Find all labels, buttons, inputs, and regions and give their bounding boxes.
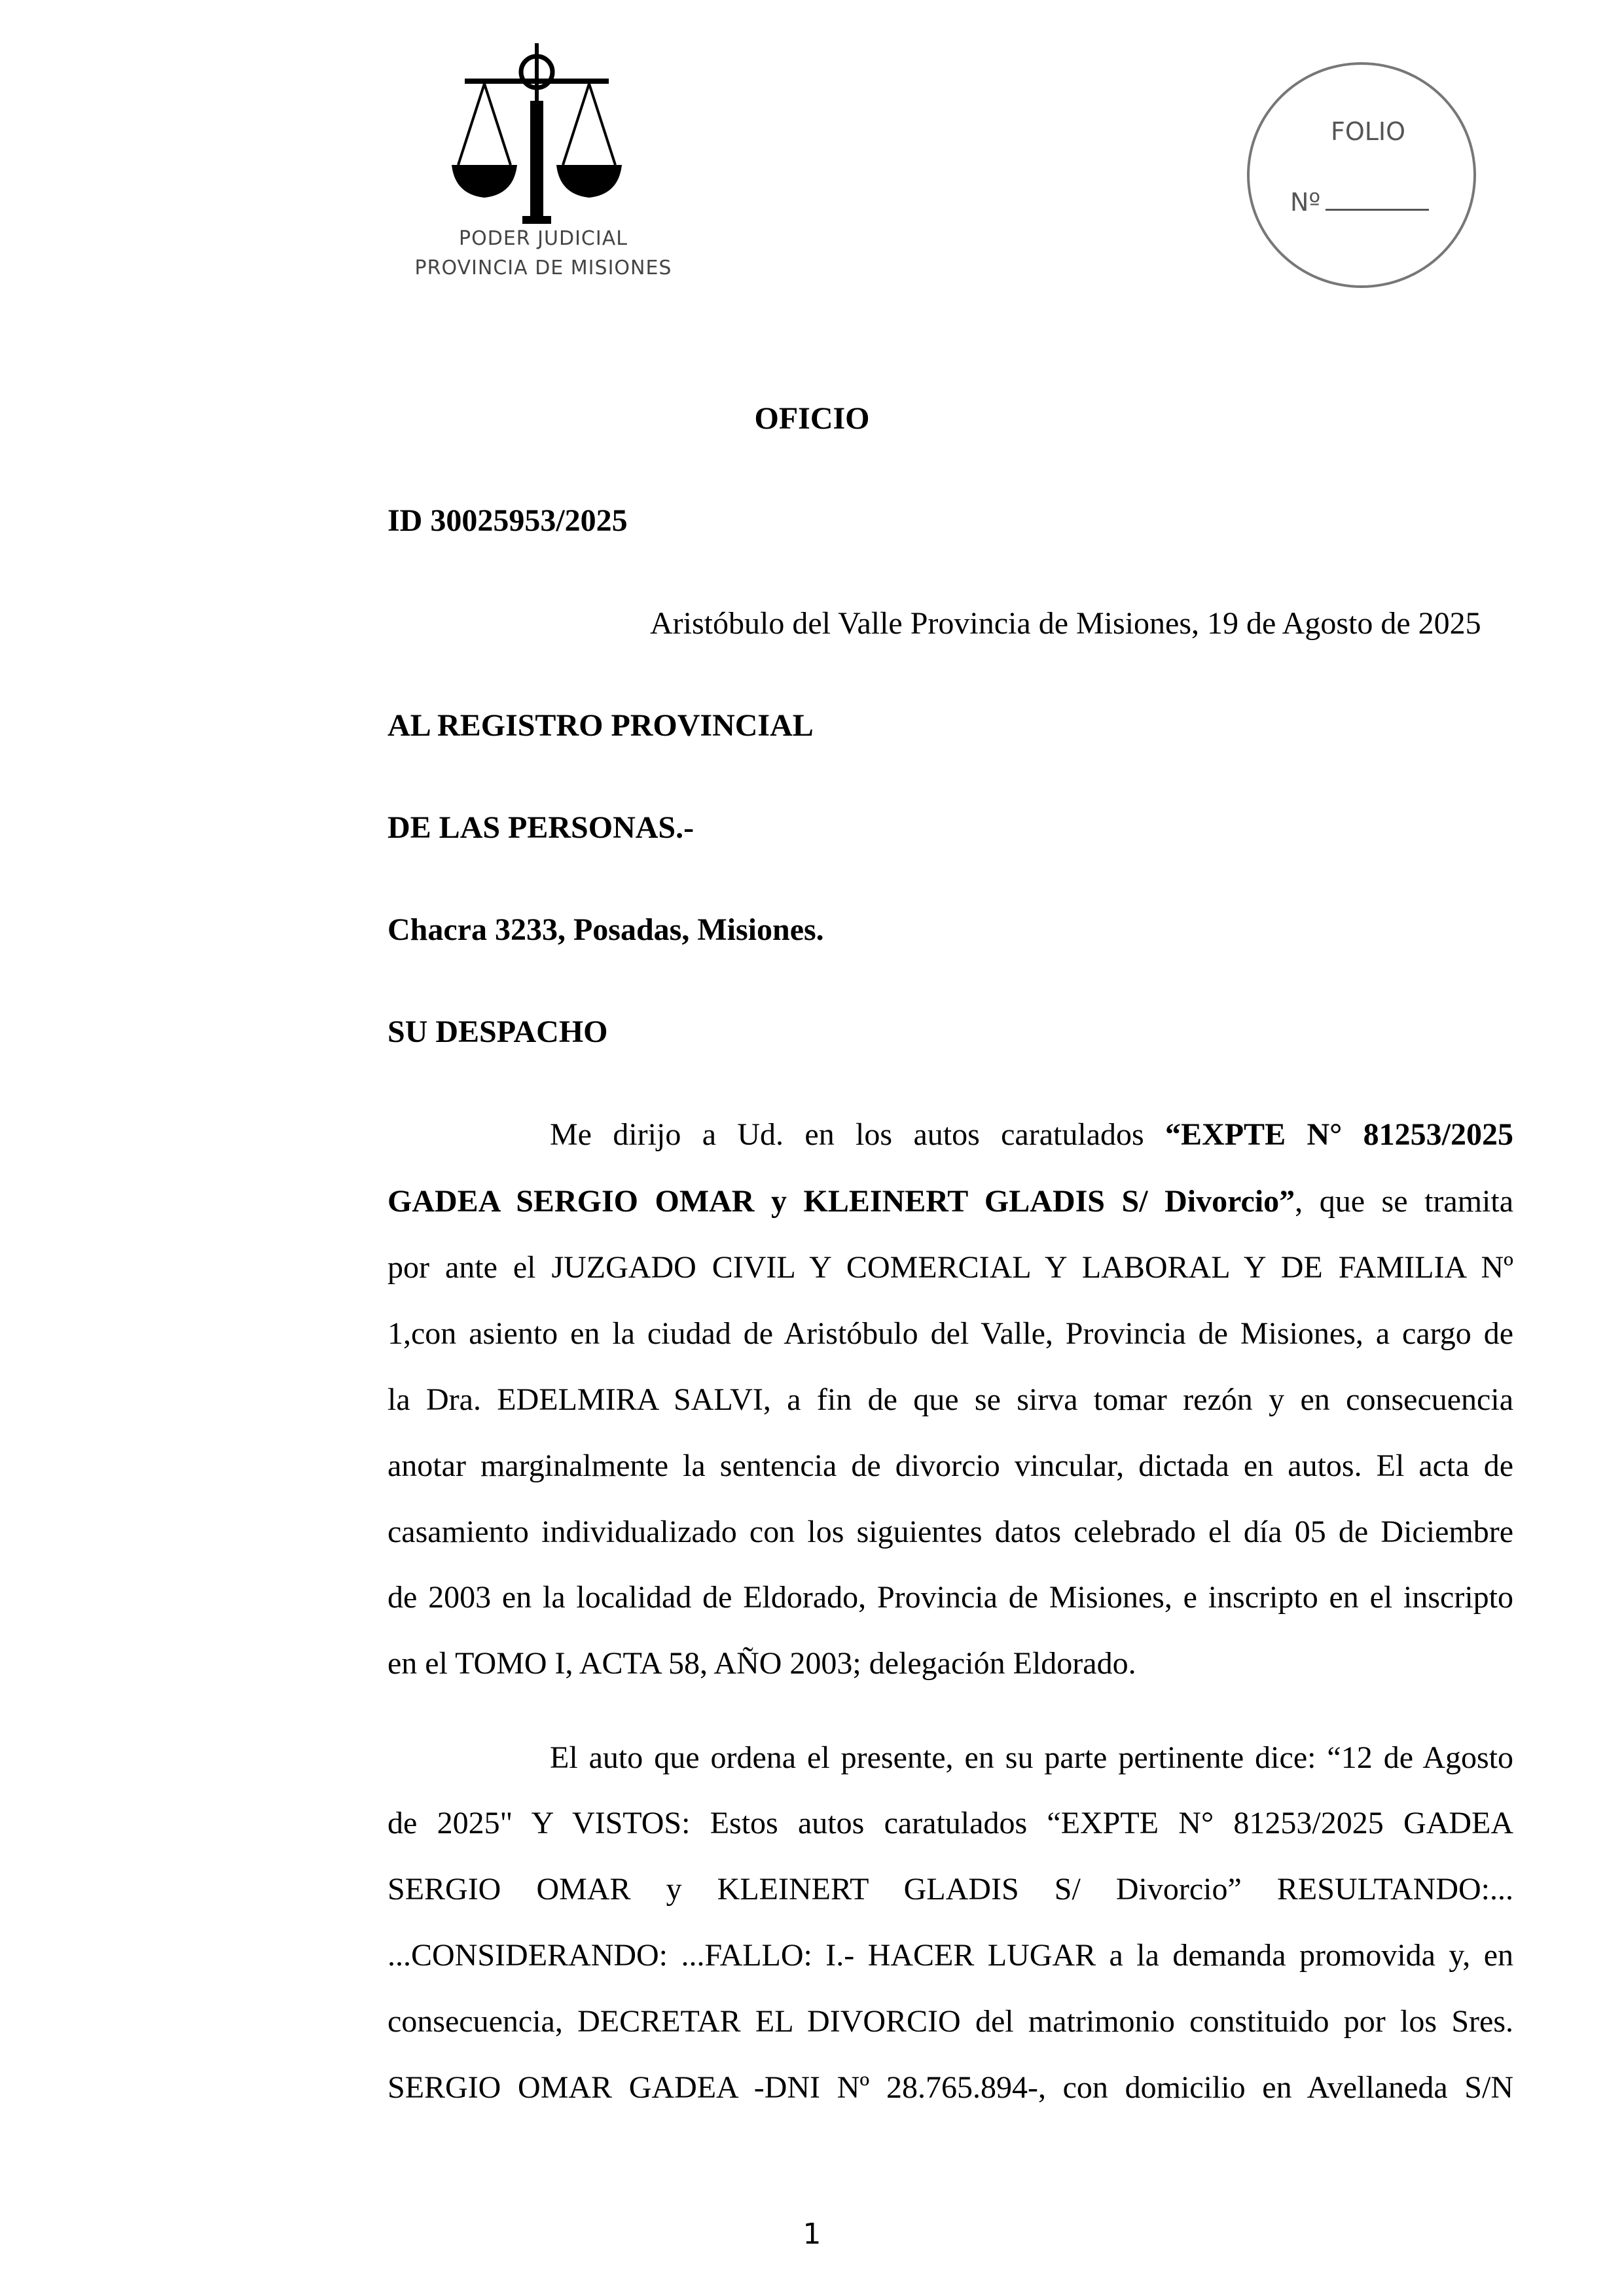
paragraph2-line5: consecuencia, DECRETAR EL DIVORCIO del matrimonio constituido por los Sres. <box>388 2004 1513 2039</box>
su-despacho: SU DESPACHO <box>388 1014 608 1049</box>
case-parties: GADEA SERGIO OMAR y KLEINERT GLADIS S/ Divorcio” <box>388 1184 1295 1219</box>
paragraph1-line3: por ante el JUZGADO CIVIL Y COMERCIAL Y LABORAL Y DE FAMILIA Nº <box>388 1250 1513 1285</box>
place-date: Aristóbulo del Valle Provincia de Misiones, 19 de Agosto de 2025 <box>650 606 1481 641</box>
paragraph2-line4: ...CONSIDERANDO: ...FALLO: I.- HACER LUGAR a la demanda promovida y, en <box>388 1938 1513 1973</box>
folio-stamp <box>1247 62 1476 288</box>
paragraph2-line1: El auto que ordena el presente, en su parte pertinente dice: “12 de Agosto <box>550 1740 1513 1775</box>
recipient-line2: DE LAS PERSONAS.- <box>388 810 695 845</box>
paragraph1-line8: de 2003 en la localidad de Eldorado, Provincia de Misiones, e inscripto en el inscripto <box>388 1580 1513 1615</box>
paragraph2-line2: de 2025" Y VISTOS: Estos autos caratulados “EXPTE N° 81253/2025 GADEA <box>388 1806 1513 1840</box>
recipient-address: Chacra 3233, Posadas, Misiones. <box>388 912 824 947</box>
paragraph1-line7: casamiento individualizado con los siguientes datos celebrado el día 05 de Diciembre <box>388 1515 1513 1549</box>
paragraph2-line3: SERGIO OMAR y KLEINERT GLADIS S/ Divorcio” RESULTANDO:... <box>388 1872 1513 1907</box>
scales-of-justice-icon <box>439 41 635 237</box>
paragraph1-line2-text: , que se tramita <box>1295 1184 1514 1219</box>
folio-number-field <box>1290 188 1429 217</box>
logo-text-line2: PROVINCIA DE MISIONES <box>414 257 672 279</box>
judicial-scale-logo <box>406 41 681 289</box>
paragraph2-line6: SERGIO OMAR GADEA -DNI Nº 28.765.894-, con domicilio en Avellaneda S/N <box>388 2070 1513 2105</box>
folio-number-label: Nº <box>1290 188 1321 217</box>
paragraph1-line2 <box>388 1183 1513 1220</box>
document-title: OFICIO <box>754 401 870 436</box>
logo-text-line1: PODER JUDICIAL <box>459 227 628 250</box>
paragraph1-line4: 1,con asiento en la ciudad de Aristóbulo del Valle, Provincia de Misiones, a cargo de <box>388 1316 1513 1351</box>
paragraph1-line1-text: Me dirijo a Ud. en los autos caratulados <box>550 1117 1166 1152</box>
folio-number-blank <box>1326 189 1429 211</box>
paragraph1-line5: la Dra. EDELMIRA SALVI, a fin de que se sirva tomar rezón y en consecuencia <box>388 1382 1513 1417</box>
page-number: 1 <box>803 2217 821 2251</box>
case-reference: “EXPTE N° 81253/2025 <box>1165 1117 1513 1152</box>
paragraph1-line1 <box>550 1117 1513 1153</box>
folio-label: FOLIO <box>1330 117 1406 146</box>
recipient-line1: AL REGISTRO PROVINCIAL <box>388 708 814 743</box>
paragraph1-line6: anotar marginalmente la sentencia de divorcio vincular, dictada en autos. El acta de <box>388 1448 1513 1483</box>
document-id: ID 30025953/2025 <box>388 503 628 538</box>
paragraph1-line9: en el TOMO I, ACTA 58, AÑO 2003; delegación Eldorado. <box>388 1646 1136 1681</box>
